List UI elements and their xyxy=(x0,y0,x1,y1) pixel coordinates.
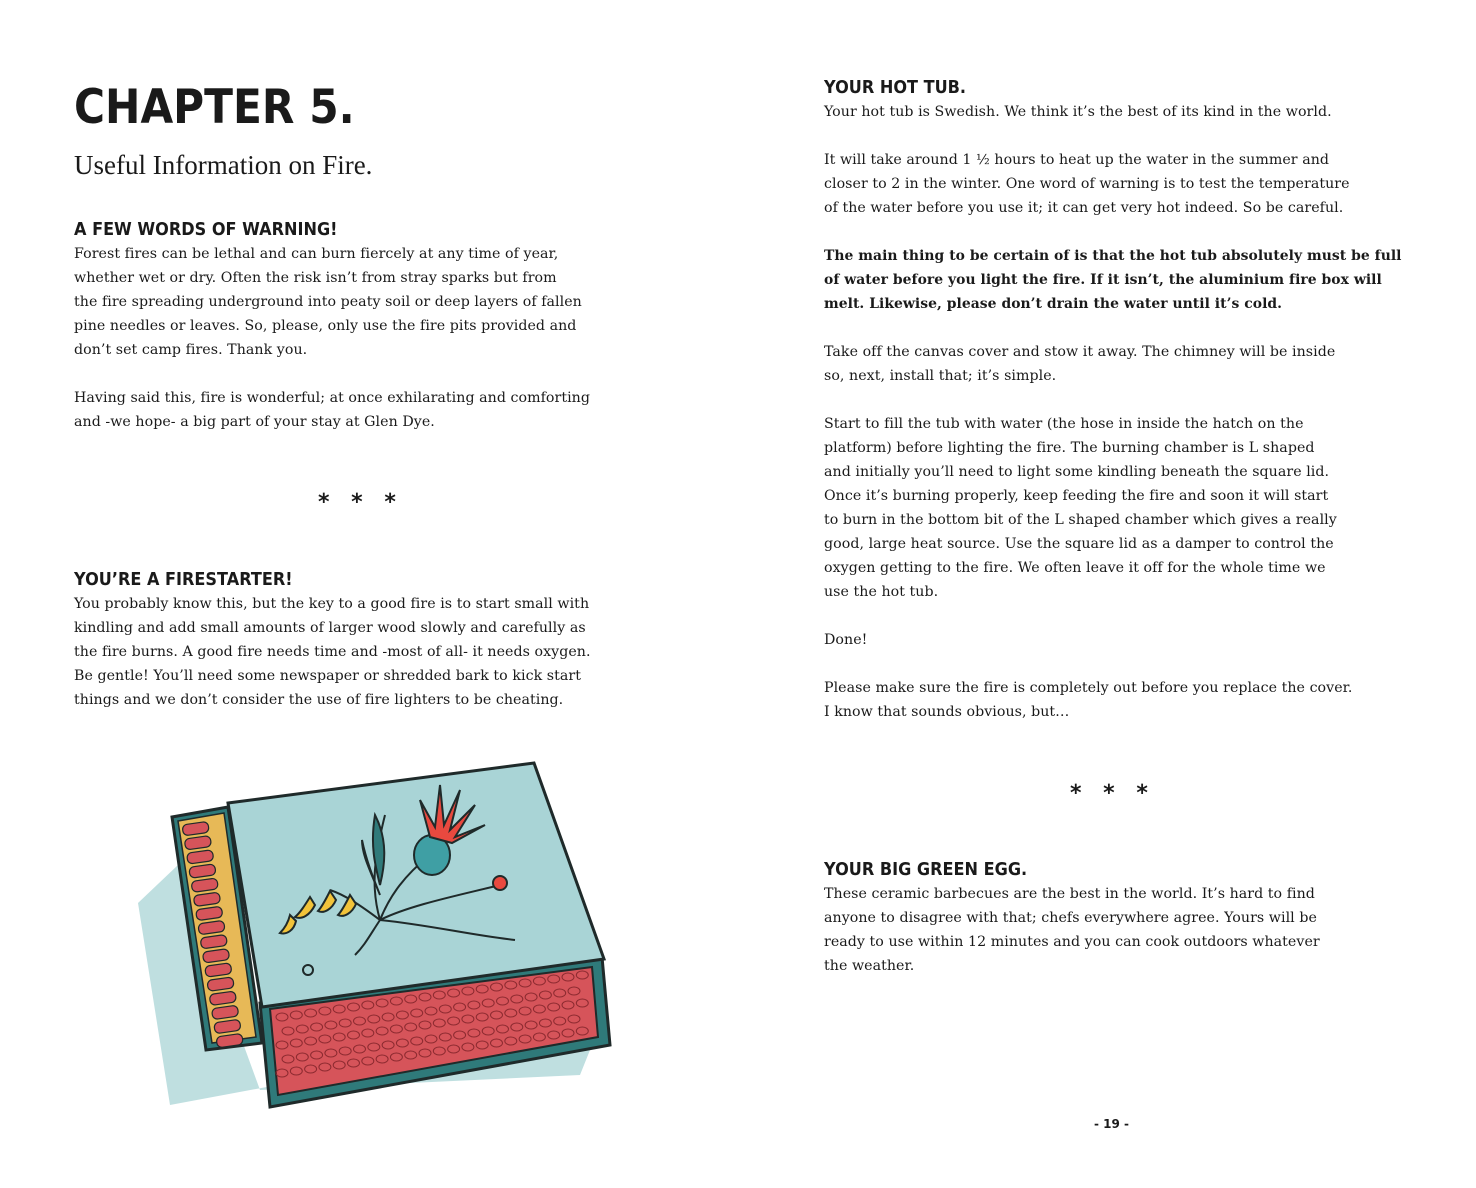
warning-paragraph-1: Forest fires can be lethal and can burn fiercely at any time of year, whether wet or dry. Often the risk isn’t from stray sparks but from the fire spreading underground into peaty soil or deep layers of fallen pine needles or leaves. So, please, only use the fire pits provided and don’t set camp fires. Thank you. xyxy=(74,246,582,358)
hot-tub-heading: YOUR HOT TUB. xyxy=(824,78,967,98)
hot-tub-paragraph-4: Take off the canvas cover and stow it away. The chimney will be inside so, next, install that; it’s simple. xyxy=(824,344,1336,384)
right-page xyxy=(738,0,1476,1188)
firestarter-paragraph: You probably know this, but the key to a good fire is to start small with kindling and add small amounts of larger wood slowly and carefully as the fire burns. A good fire needs time and -most of all- it needs oxygen. Be gentle! You’ll need some newspaper or shredded bark to kick start things and we don’t consider the use of fire lighters to be cheating. xyxy=(74,596,591,708)
green-egg-section xyxy=(824,858,1464,978)
warning-section xyxy=(74,218,714,434)
hot-tub-paragraph-6: Done! xyxy=(824,632,868,648)
hot-tub-paragraph-5: Start to fill the tub with water (the hose in inside the hatch on the platform) before lighting the fire. The burning chamber is L shaped and initially you’ll need to light some kindling beneath the square lid. Once it’s burning properly, keep feeding the fire and soon it will start to burn in the bottom bit of the L shaped chamber which gives a really good, large heat source. Use the square lid as a damper to control the oxygen getting to the fire. We often leave it off for the whole time we use the hot tub. xyxy=(824,416,1337,600)
green-egg-heading: YOUR BIG GREEN EGG. xyxy=(824,860,1028,880)
hot-tub-paragraph-2: It will take around 1 ½ hours to heat up the water in the summer and closer to 2 in the winter. One word of warning is to test the temperature of the water before you use it; it can get very hot indeed. So be careful. xyxy=(824,152,1350,216)
firestarter-heading: YOU’RE A FIRESTARTER! xyxy=(74,570,293,590)
hot-tub-paragraph-1: Your hot tub is Swedish. We think it’s the best of its kind in the world. xyxy=(824,104,1332,120)
hot-tub-paragraph-3: The main thing to be certain of is that the hot tub absolutely must be full of water before you light the fire. If it isn’t, the aluminium fire box will melt. Likewise, please don’t drain the water until it’s cold. xyxy=(824,248,1402,312)
firestarter-section xyxy=(74,568,714,712)
page-number: - 19 - xyxy=(1094,1117,1130,1131)
warning-paragraph-2: Having said this, fire is wonderful; at once exhilarating and comforting and -we hope- a big part of your stay at Glen Dye. xyxy=(74,390,590,430)
chapter-subtitle: Useful Information on Fire. xyxy=(74,150,373,180)
chapter-title: CHAPTER 5. xyxy=(74,80,355,135)
warning-heading: A FEW WORDS OF WARNING! xyxy=(74,220,338,240)
hot-tub-paragraph-7: Please make sure the fire is completely out before you replace the cover. I know that sounds obvious, but… xyxy=(824,680,1353,720)
green-egg-paragraph: These ceramic barbecues are the best in the world. It’s hard to find anyone to disagree with that; chefs everywhere agree. Yours will be ready to use within 12 minutes and you can cook outdoors whatever the weather. xyxy=(824,886,1320,974)
section-separator: * * * xyxy=(1070,781,1148,806)
hot-tub-paragraphs xyxy=(824,100,1464,724)
hot-tub-section xyxy=(824,76,1464,724)
section-separator: * * * xyxy=(318,490,396,515)
matchbox-illustration xyxy=(130,745,620,1110)
